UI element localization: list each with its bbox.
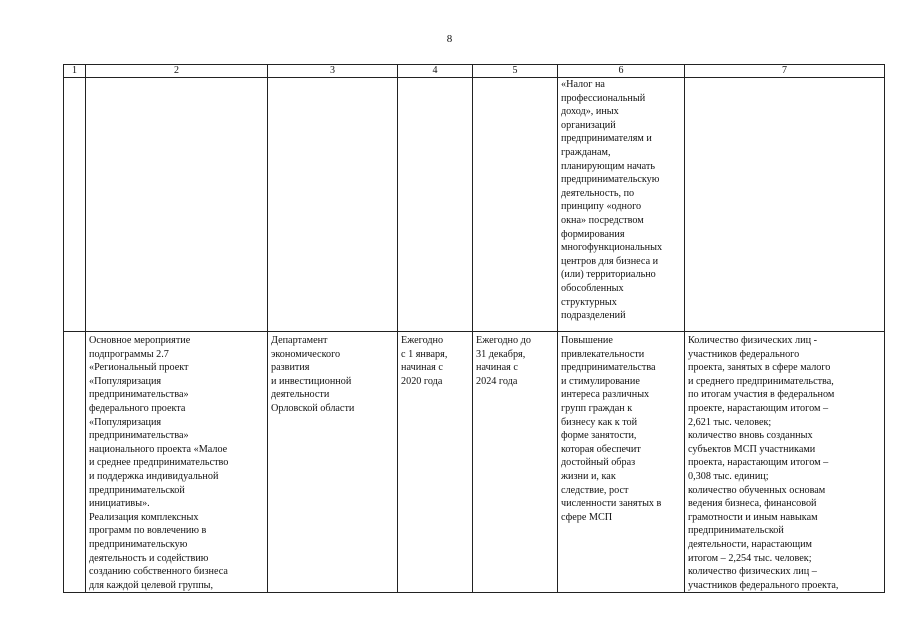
table-cell-end: Ежегодно до 31 декабря, начиная с 2024 года [473, 332, 558, 593]
page-number: 8 [446, 33, 453, 45]
column-header-6: 6 [558, 65, 685, 78]
table-header-row [64, 65, 885, 78]
column-header-5: 5 [473, 65, 558, 78]
table-cell-end [473, 78, 558, 332]
table-cell-executor: Департамент экономического развития и инвестиционной деятельности Орловской области [268, 332, 398, 593]
program-table [63, 64, 885, 593]
table-cell-start: Ежегодно с 1 января, начиная с 2020 года [398, 332, 473, 593]
table-cell-result: «Налог на профессиональный доход», иных организаций предпринимателям и гражданам, планирующим начать предпринимательскую деятельность, по принципу «одного окна» посредством формирования многофункциональных центров для бизнеса и (или) территориально обособленных структурных подразделений [558, 78, 685, 332]
column-header-2: 2 [86, 65, 268, 78]
column-header-3: 3 [268, 65, 398, 78]
table-cell-activity: Основное мероприятие подпрограммы 2.7 «Региональный проект «Популяризация предпринимательства» федерального проекта «Популяризация предпринимательства» национального проекта «Малое и среднее предпринимательство и поддержка индивидуальной предпринимательской инициативы». Реализация комплексных программ по вовлечению в предпринимательскую деятельность и содействию созданию собственного бизнеса для каждой целевой группы, [86, 332, 268, 593]
table-cell-number [64, 78, 86, 332]
table-row [64, 78, 885, 332]
column-header-7: 7 [685, 65, 885, 78]
table-cell-activity [86, 78, 268, 332]
column-header-1: 1 [64, 65, 86, 78]
column-header-4: 4 [398, 65, 473, 78]
table-cell-number [64, 332, 86, 593]
table-cell-indicators: Количество физических лиц - участников федерального проекта, занятых в сфере малого и среднего предпринимательства, по итогам участия в федеральном проекте, нарастающим итогом – 2,621 тыс. человек; количество вновь созданных субъектов МСП участниками проекта, нарастающим итогом – 0,308 тыс. единиц; количество обученных основам ведения бизнеса, финансовой грамотности и иным навыкам предпринимательской деятельности, нарастающим итогом – 2,254 тыс. человек; количество физических лиц – участников федерального проекта, [685, 332, 885, 593]
table-cell-result: Повышение привлекательности предпринимательства и стимулирование интереса различных групп граждан к бизнесу как к той форме занятости, которая обеспечит достойный образ жизни и, как следствие, рост численности занятых в сфере МСП [558, 332, 685, 593]
table-cell-executor [268, 78, 398, 332]
table-cell-start [398, 78, 473, 332]
table-row [64, 332, 885, 593]
table-cell-indicators [685, 78, 885, 332]
